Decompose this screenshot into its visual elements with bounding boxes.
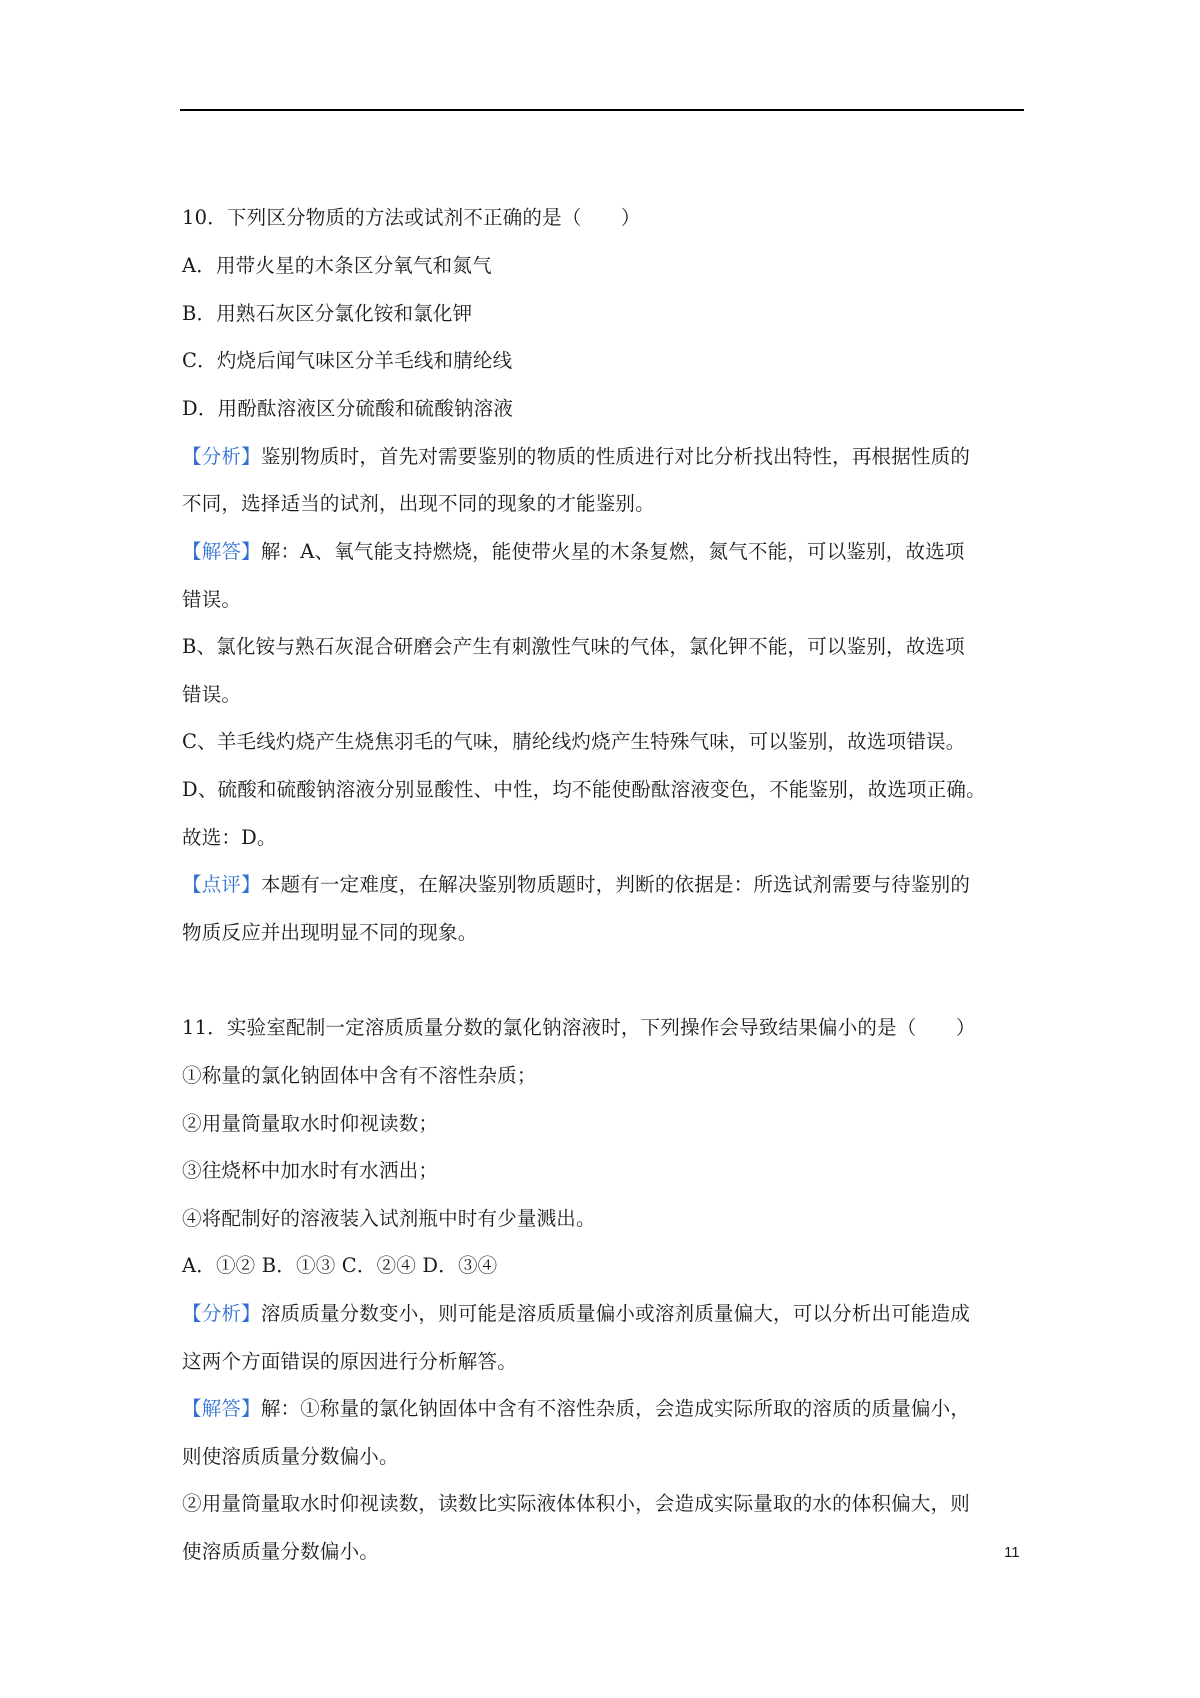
q10-option-d: D．用酚酞溶液区分硫酸和硫酸钠溶液: [182, 397, 514, 420]
answer-text: 解：①称量的氯化钠固体中含有不溶性杂质，会造成实际所取的溶质的质量偏小，: [260, 1397, 971, 1420]
q10-option-a: A．用带火星的木条区分氧气和氮气: [182, 254, 492, 277]
q10-answer-line-1: [182, 538, 1032, 566]
q10-option-c: C．灼烧后闻气味区分羊毛线和腈纶线: [182, 349, 513, 372]
q11-answer-line-1: [182, 1395, 1032, 1423]
answer-tag: 【解答】: [182, 540, 261, 563]
analysis-tag: 【分析】: [182, 1302, 261, 1325]
q11-answer-line-2: 则使溶质质量分数偏小。: [182, 1445, 399, 1468]
q11-item-1: ①称量的氯化钠固体中含有不溶性杂质；: [182, 1064, 537, 1087]
q10-answer-line-7: 故选：D。: [182, 826, 277, 849]
q10-answer-line-2: 错误。: [182, 588, 242, 611]
q11-analysis-line-2: 这两个方面错误的原因进行分析解答。: [182, 1350, 517, 1373]
answer-tag: 【解答】: [182, 1397, 261, 1420]
q11-answer-line-3: ②用量筒量取水时仰视读数，读数比实际液体体积小，会造成实际量取的水的体积偏大，则: [182, 1492, 971, 1515]
q11-options: A．①② B．①③ C．②④ D．③④: [182, 1254, 498, 1277]
q11-item-4: ④将配制好的溶液装入试剂瓶中时有少量溅出。: [182, 1207, 596, 1230]
header-rule: [180, 109, 1024, 111]
q10-option-b: B．用熟石灰区分氯化铵和氯化钾: [182, 302, 473, 325]
q11-item-3: ③往烧杯中加水时有水洒出；: [182, 1159, 439, 1182]
comment-text: 本题有一定难度，在解决鉴别物质题时，判断的依据是：所选试剂需要与待鉴别的: [260, 873, 971, 896]
page-number: 11: [1004, 1544, 1020, 1561]
q10-analysis-line-1: [182, 443, 1032, 471]
q11-item-2: ②用量筒量取水时仰视读数；: [182, 1112, 439, 1135]
q11-answer-line-4: 使溶质质量分数偏小。: [182, 1540, 380, 1563]
q10-comment-line-1: [182, 871, 1032, 899]
q10-analysis-line-2: 不同，选择适当的试剂，出现不同的现象的才能鉴别。: [182, 492, 655, 515]
q10-answer-line-4: 错误。: [182, 683, 242, 706]
q10-answer-line-3: B、氯化铵与熟石灰混合研磨会产生有刺激性气味的气体，氯化钾不能，可以鉴别，故选项: [182, 635, 965, 658]
q10-answer-line-6: D、硫酸和硫酸钠溶液分别显酸性、中性，均不能使酚酞溶液变色，不能鉴别，故选项正确。: [182, 778, 986, 801]
q10-stem: 10．下列区分物质的方法或试剂不正确的是（ ）: [182, 206, 641, 229]
q10-comment-line-2: 物质反应并出现明显不同的现象。: [182, 921, 478, 944]
analysis-text: 鉴别物质时，首先对需要鉴别的物质的性质进行对比分析找出特性，再根据性质的: [260, 445, 971, 468]
comment-tag: 【点评】: [182, 873, 261, 896]
analysis-tag: 【分析】: [182, 445, 261, 468]
analysis-text: 溶质质量分数变小，则可能是溶质质量偏小或溶剂质量偏大，可以分析出可能造成: [260, 1302, 971, 1325]
q11-stem: 11．实验室配制一定溶质质量分数的氯化钠溶液时，下列操作会导致结果偏小的是（ ）: [182, 1016, 976, 1039]
answer-text: 解：A、氧气能支持燃烧，能使带火星的木条复燃，氮气不能，可以鉴别，故选项: [260, 540, 965, 563]
q10-answer-line-5: C、羊毛线灼烧产生烧焦羽毛的气味，腈纶线灼烧产生特殊气味，可以鉴别，故选项错误。: [182, 730, 966, 753]
q11-analysis-line-1: [182, 1300, 1032, 1328]
